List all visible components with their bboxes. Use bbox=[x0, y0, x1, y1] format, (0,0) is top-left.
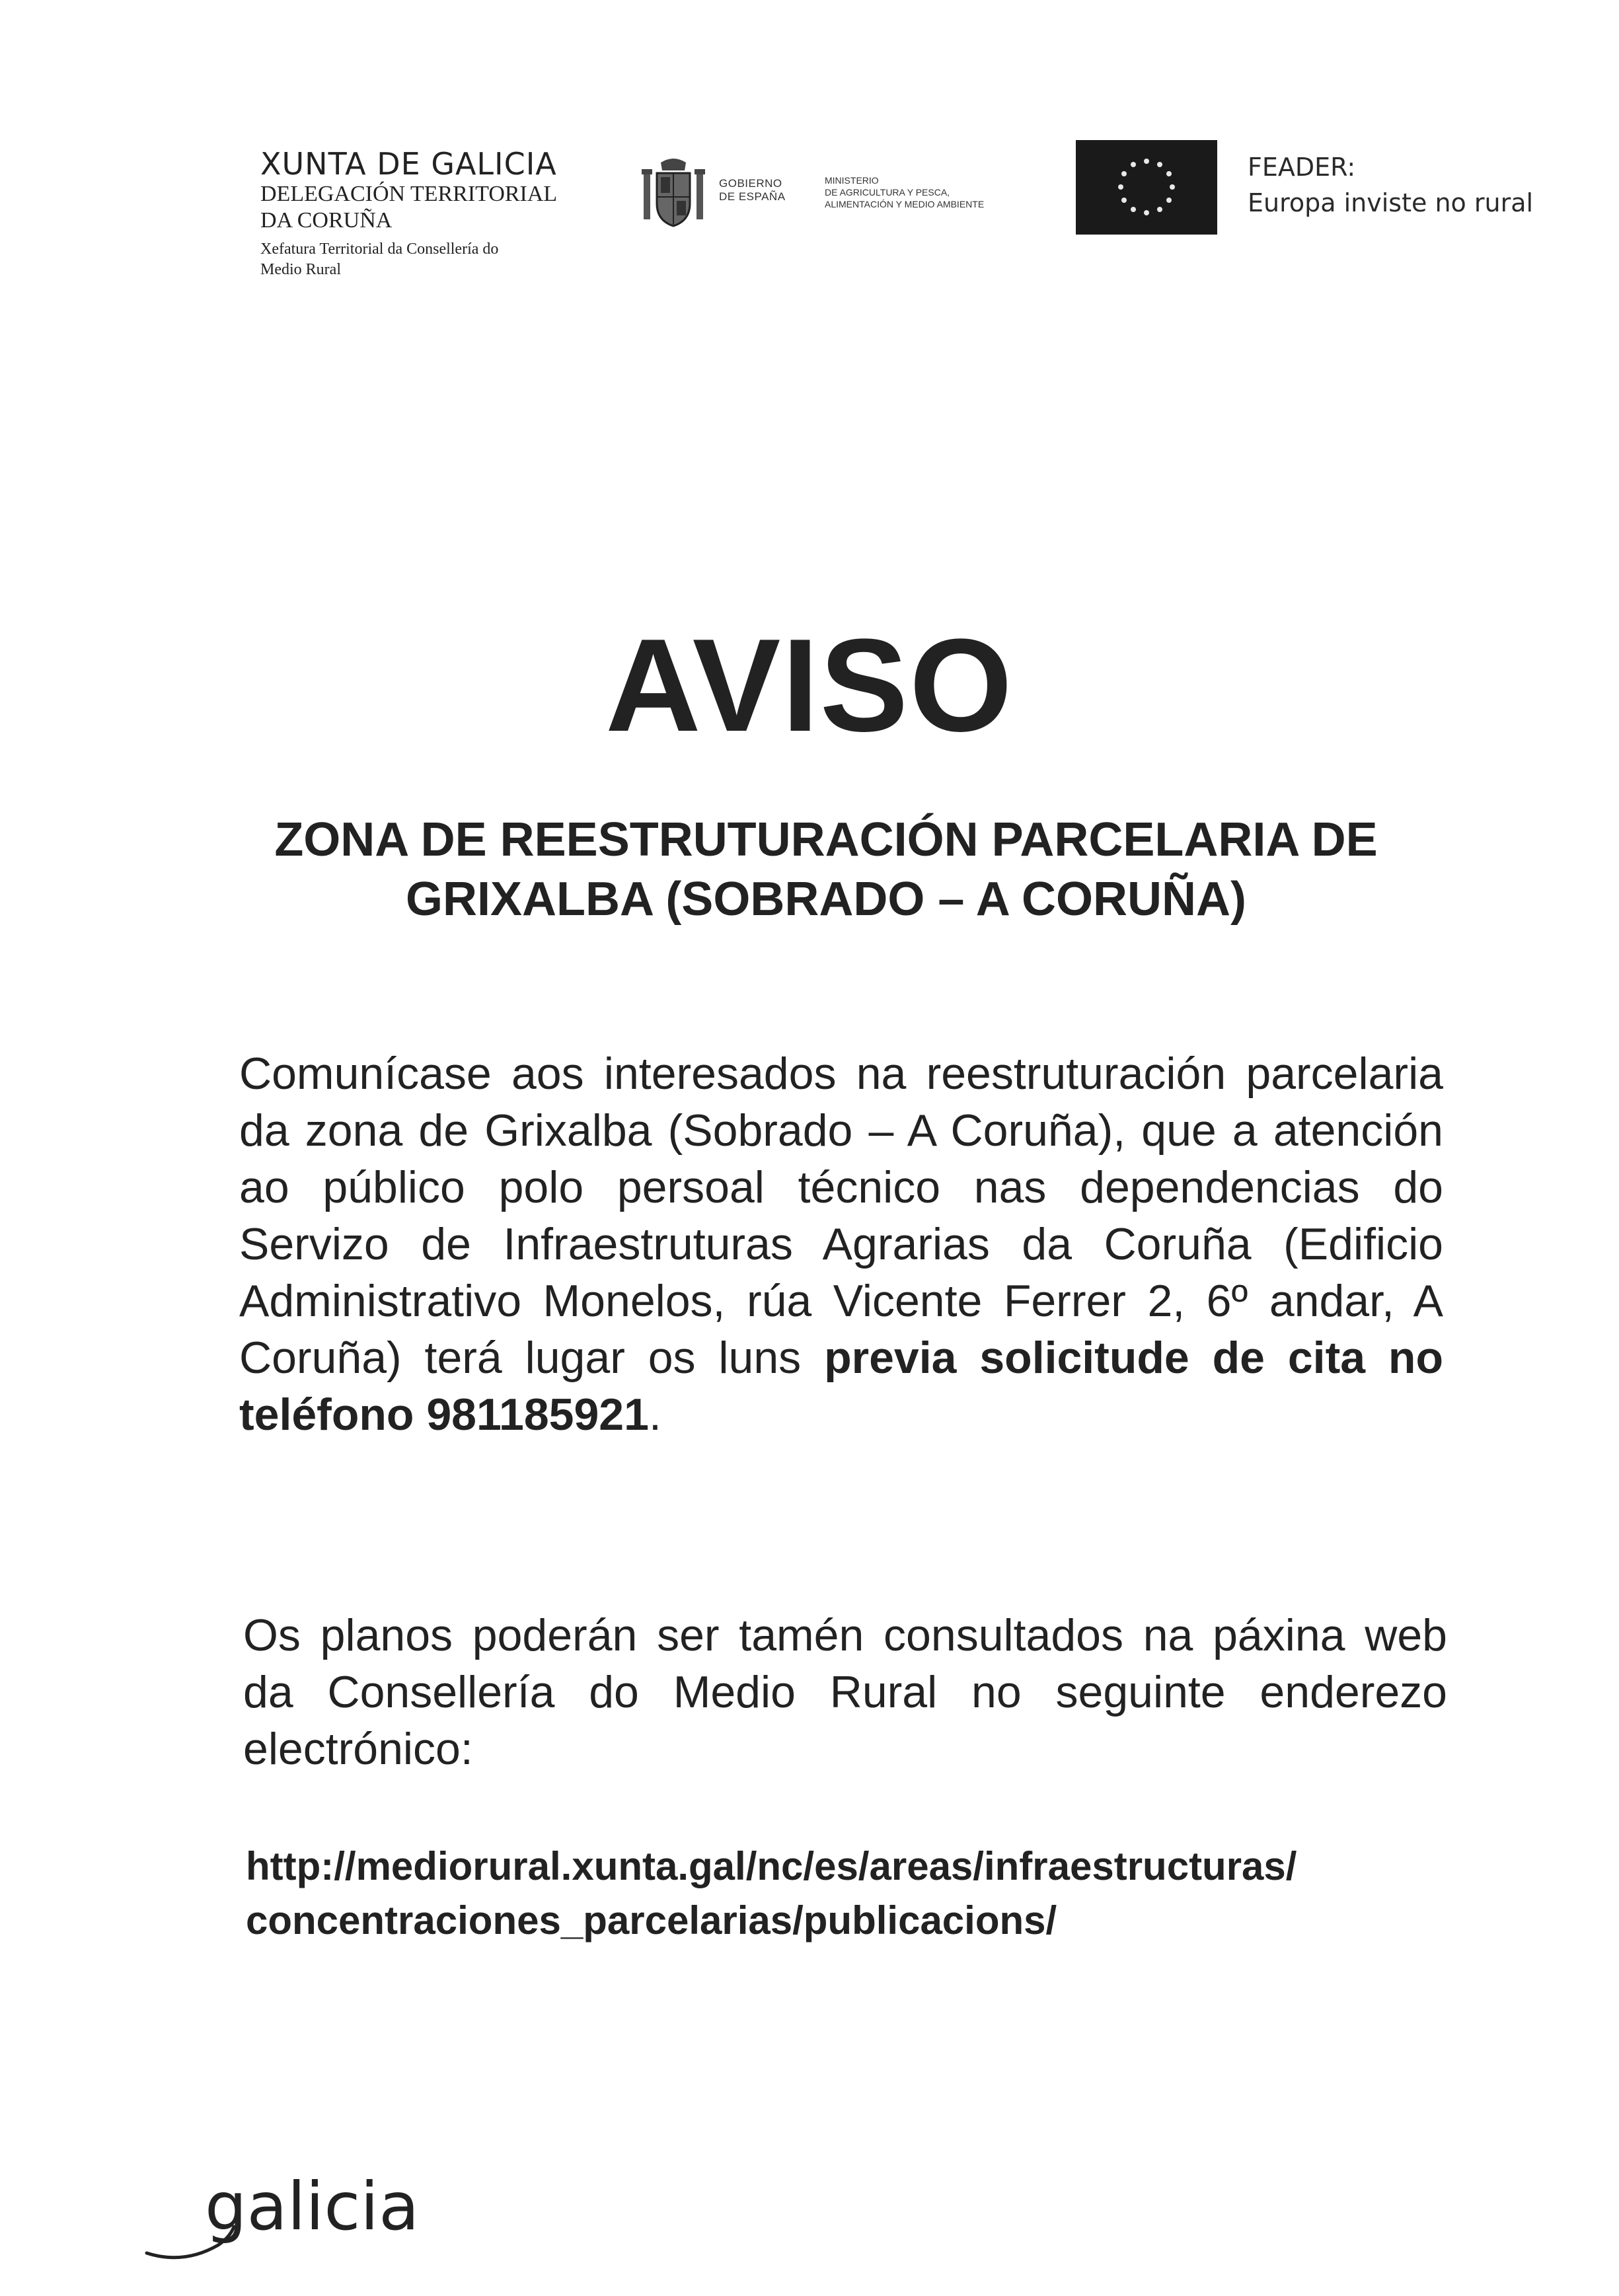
gobierno-header bbox=[641, 157, 1037, 237]
xunta-xefatura: Xefatura Territorial da Consellería do bbox=[260, 241, 499, 258]
notice-paragraph-1 bbox=[239, 1045, 1443, 1443]
galicia-logo-text: galicia bbox=[205, 2168, 420, 2245]
eu-flag-icon bbox=[1076, 140, 1217, 235]
paragraph-1-end: . bbox=[648, 1389, 661, 1440]
notice-paragraph-2: Os planos poderán ser tamén consultados na páxina web da Consellería do Medio Rural no seguinte enderezo electrónico: bbox=[243, 1610, 1447, 1774]
feader-label bbox=[1248, 149, 1533, 221]
gobierno-label: GOBIERNO DE ESPAÑA bbox=[719, 177, 786, 203]
feader-subtitle: Europa inviste no rural bbox=[1248, 188, 1534, 217]
galicia-logo bbox=[144, 2168, 448, 2268]
xunta-medio-rural: Medio Rural bbox=[260, 261, 341, 278]
paragraph-1-bold: previa solicitude de cita no teléfono 981185921 bbox=[239, 1333, 1443, 1440]
xunta-coruna: DA CORUÑA bbox=[260, 208, 393, 233]
xunta-delegacion: DELEGACIÓN TERRITORIAL bbox=[260, 182, 558, 206]
url-line-1: http://mediorural.xunta.gal/nc/es/areas/infraestructuras/ bbox=[246, 1844, 1297, 1888]
notice-title: AVISO bbox=[605, 612, 1014, 759]
feader-title: FEADER: bbox=[1248, 153, 1356, 182]
consellaria-url bbox=[246, 1839, 1501, 1948]
url-line-2: concentraciones_parcelarias/publicacions/ bbox=[246, 1898, 1057, 1943]
notice-subtitle: ZONA DE REESTRUTURACIÓN PARCELARIA DE GRIXALBA (SOBRADO – A CORUÑA) bbox=[274, 813, 1378, 926]
xunta-header bbox=[260, 147, 630, 280]
spain-coat-of-arms-icon bbox=[641, 157, 706, 229]
xunta-title: XUNTA DE GALICIA bbox=[260, 146, 557, 182]
paragraph-1-text: Comunícase aos interesados na reestruturación parcelaria da zona de Grixalba (Sobrado – A Coruña), que a atención ao público polo persoal técnico nas dependencias do Servizo de Infraestruturas Agrarias da Coruña (Edificio Administrativo Monelos, rúa Vicente Ferrer 2, 6º andar, A Coruña) terá lugar os luns bbox=[239, 1049, 1443, 1383]
ministerio-label: MINISTERIO DE AGRICULTURA Y PESCA, ALIMENTACIÓN Y MEDIO AMBIENTE bbox=[825, 175, 985, 209]
